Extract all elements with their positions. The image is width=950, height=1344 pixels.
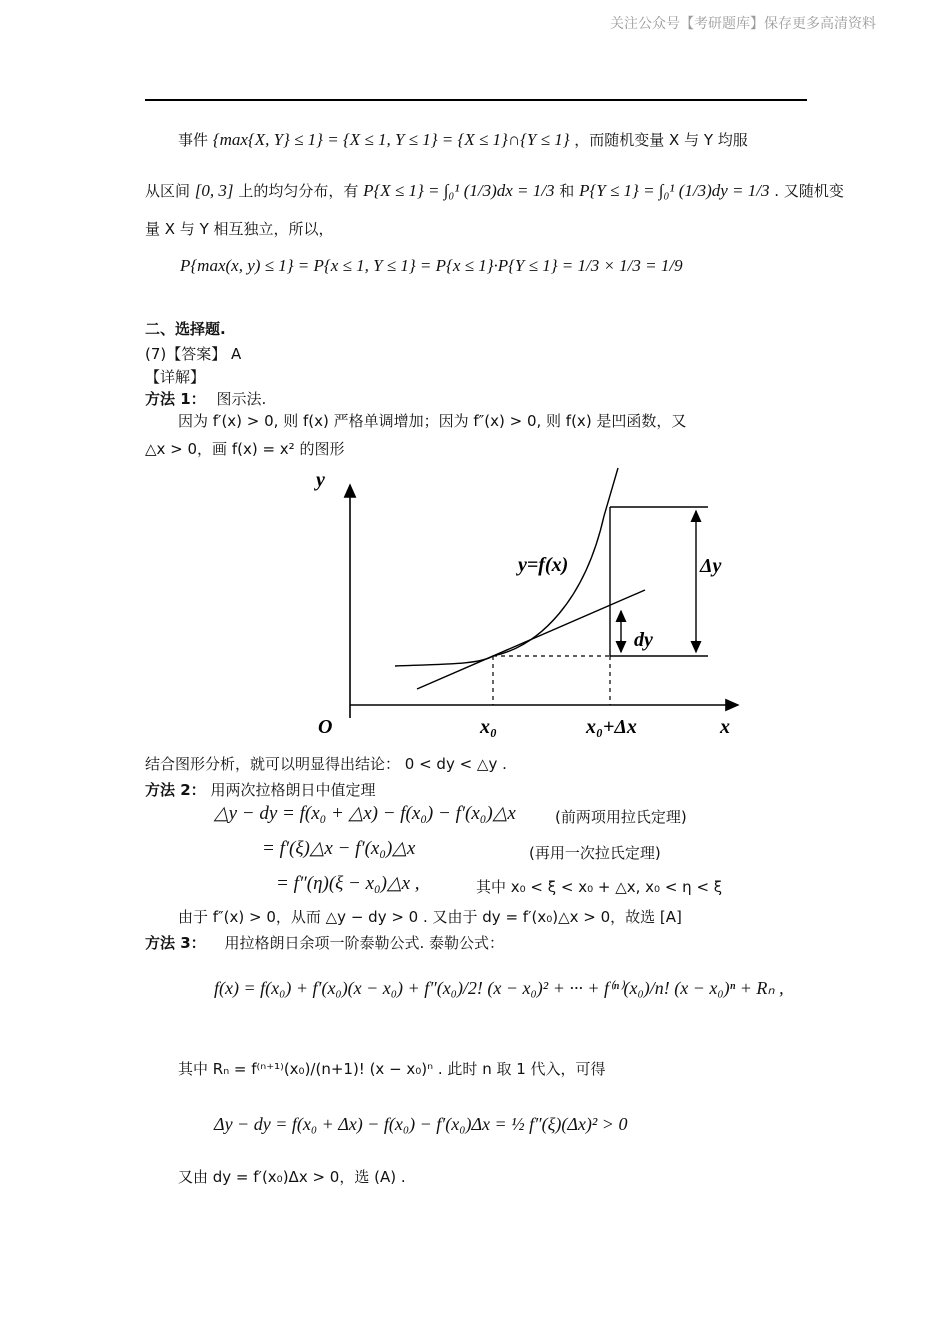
p1-line2-tail: . 又随机变 xyxy=(774,182,844,200)
method1-title: 图示法. xyxy=(216,390,267,408)
m3-final: 又由 dy = f′(x₀)Δx > 0，选 (A) . xyxy=(178,1168,406,1186)
p1-line1-math: {max{X, Y} ≤ 1} = {X ≤ 1, Y ≤ 1} = {X ≤ 1}∩{Y ≤ 1} xyxy=(212,130,570,149)
m1-line2: △x > 0，画 f(x) = x² 的图形 xyxy=(145,440,345,458)
m2-eq1: △y − dy = f(x₀ + △x) − f(x₀) − f′(x₀)△x xyxy=(214,803,516,824)
answer-line: (7)【答案】 A xyxy=(145,345,242,363)
rn-line: 其中 Rₙ = f⁽ⁿ⁺¹⁾(x₀)/(n+1)! (x − x₀)ⁿ . 此时 n 取 1 代入，可得 xyxy=(178,1060,606,1078)
m2-eq3-note: 其中 x₀ < ξ < x₀ + △x, x₀ < η < ξ xyxy=(476,878,723,896)
method2-line xyxy=(145,779,375,800)
m1-line1: 因为 f′(x) > 0, 则 f(x) 严格单调增加；因为 f″(x) > 0, 则 f(x) 是凹函数，又 xyxy=(178,412,687,430)
m3-eq: Δy − dy = f(x₀ + Δx) − f(x₀) − f′(x₀)Δx = ½ f″(ξ)(Δx)² > 0 xyxy=(214,1114,628,1134)
curve-label: y=f(x) xyxy=(518,554,569,576)
p1-line1-lead: 事件 xyxy=(178,131,209,149)
curve xyxy=(395,468,618,666)
p1-line4: P{max(x, y) ≤ 1} = P{x ≤ 1, Y ≤ 1} = P{x ≤ 1}·P{Y ≤ 1} = 1/3 × 1/3 = 1/9 xyxy=(180,256,683,275)
method3-label: 方法 3： xyxy=(145,934,206,952)
detail-label: 【详解】 xyxy=(145,368,206,386)
p1-line2-and: 和 xyxy=(559,182,575,200)
m2-eq1-note: (前两项用拉氏定理) xyxy=(555,808,687,826)
method3-title: 用拉格朗日余项一阶泰勒公式. 泰勒公式： xyxy=(224,934,504,952)
p1-line2-math1: P{X ≤ 1} = ∫₀¹ (1/3)dx = 1/3 xyxy=(363,181,555,200)
m2-eq2-note: (再用一次拉氏定理) xyxy=(529,844,661,862)
section-heading: 二、选择题. xyxy=(145,320,226,338)
method3-line xyxy=(145,932,504,953)
x0-label: x₀ xyxy=(480,716,497,738)
p1-line2-math2: P{Y ≤ 1} = ∫₀¹ (1/3)dy = 1/3 xyxy=(579,181,770,200)
conclusion: 结合图形分析，就可以明显得出结论： 0 < dy < △y . xyxy=(145,755,507,773)
dy-label: dy xyxy=(634,629,653,651)
taylor-formula: f(x) = f(x₀) + f′(x₀)(x − x₀) + f″(x₀)/2! (x − x₀)² + ··· + f⁽ⁿ⁾(x₀)/n! (x − x₀)ⁿ + Rₙ , xyxy=(214,978,784,998)
y-axis-label: y xyxy=(316,469,325,491)
method1-label: 方法 1： xyxy=(145,390,206,408)
p1-line1-tail: ，而随机变量 X 与 Y 均服 xyxy=(574,131,748,149)
tangent-line xyxy=(417,590,645,689)
method2-title: 用两次拉格朗日中值定理 xyxy=(210,781,376,799)
m2-result: 由于 f″(x) > 0，从而 △y − dy > 0 . 又由于 dy = f′(x₀)△x > 0，故选 [A] xyxy=(178,908,682,926)
m2-eq3: = f″(η)(ξ − x₀)△x , xyxy=(276,873,420,894)
p1-line3: 量 X 与 Y 相互独立，所以， xyxy=(145,220,334,238)
p1-line2-lead: 从区间 xyxy=(145,182,191,200)
origin-label: O xyxy=(318,716,333,738)
method2-label: 方法 2： xyxy=(145,781,206,799)
p1-line2-mid: 上的均匀分布，有 xyxy=(238,182,359,200)
watermark: 关注公众号【考研题库】保存更多高清资料 xyxy=(610,16,876,32)
x0dx-label: x₀+Δx xyxy=(586,716,637,738)
m2-eq2: = f′(ξ)△x − f′(x₀)△x xyxy=(262,838,416,859)
delta-y-label: Δy xyxy=(700,555,722,577)
p1-line2-interval: [0, 3] xyxy=(194,181,234,200)
x-axis-label: x xyxy=(720,716,730,738)
